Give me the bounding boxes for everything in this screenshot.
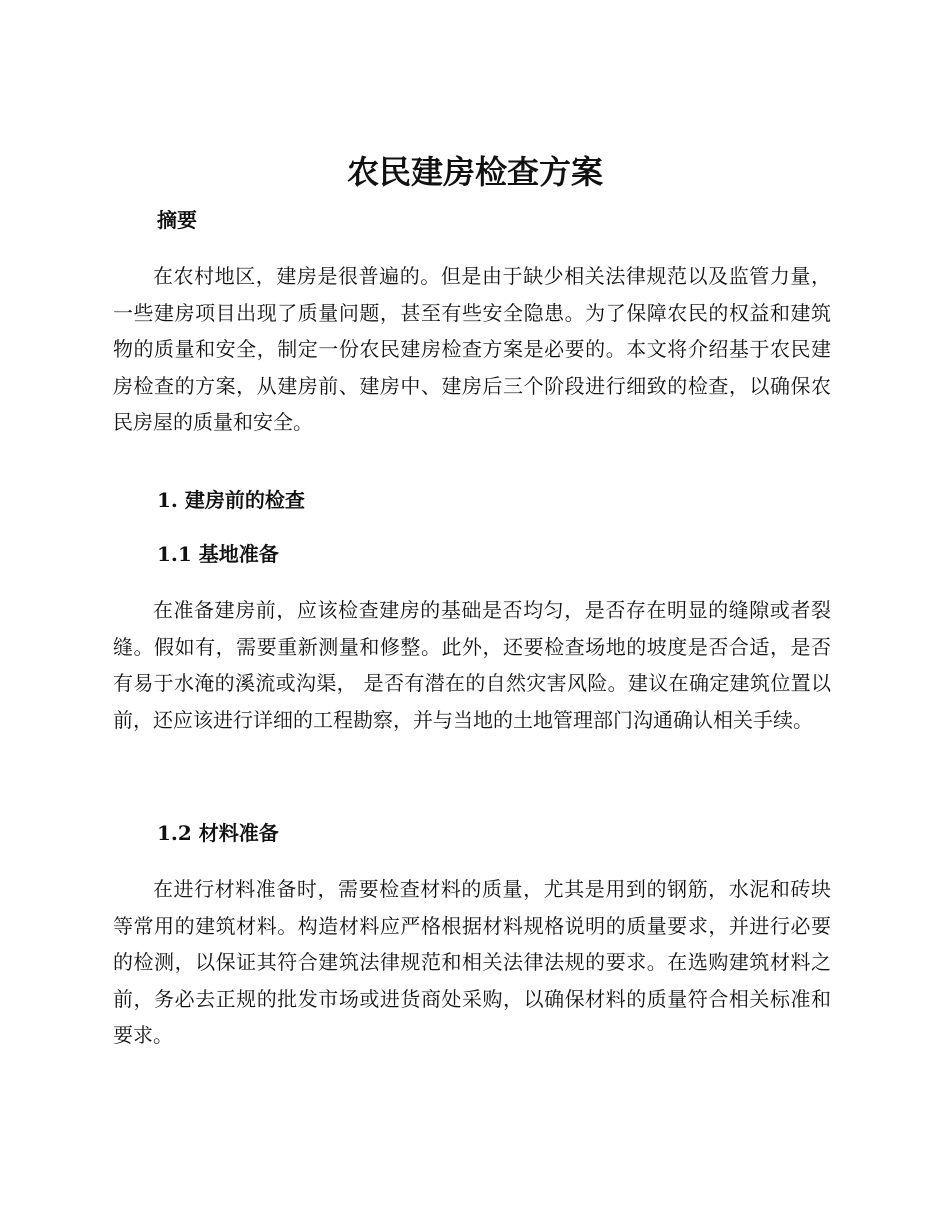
abstract-paragraph: 在农村地区，建房是很普遍的。但是由于缺少相关法律规范以及监管力量，一些建房项目出现了质量问题，甚至有些安全隐患。为了保障农民的权益和建筑物的质量和安全，制定一份农民建房检查方案是必要的。本文将介绍基于农民建房检查的方案，从建房前、建房中、建房后三个阶段进行细致的检查，以确保农民房屋的质量和安全。 xyxy=(113,264,831,434)
section-1-1-heading: 1.1 基地准备 xyxy=(157,542,279,566)
abstract-heading: 摘要 xyxy=(157,208,197,232)
section-1-heading: 1. 建房前的检查 xyxy=(157,488,305,512)
document-title: 农民建房检查方案 xyxy=(346,153,603,191)
section-1-1-paragraph: 在准备建房前，应该检查建房的基础是否均匀，是否存在明显的缝隙或者裂缝。假如有，需要重新测量和修整。此外，还要检查场地的坡度是否合适，是否有易于水淹的溪流或沟渠， 是否有潜在的自然灾害风险。建议在确定建筑位置以前，还应该进行详细的工程勘察，并与当地的土地管理部门沟通确认相关手续。 xyxy=(113,598,831,732)
section-1-2-heading: 1.2 材料准备 xyxy=(157,821,279,845)
section-1-2-paragraph: 在进行材料准备时，需要检查材料的质量，尤其是用到的钢筋，水泥和砖块等常用的建筑材料。构造材料应严格根据材料规格说明的质量要求，并进行必要的检测，以保证其符合建筑法律规范和相关法律法规的要求。在选购建筑材料之前，务必去正规的批发市场或进货商处采购，以确保材料的质量符合相关标准和要求。 xyxy=(113,877,831,1047)
